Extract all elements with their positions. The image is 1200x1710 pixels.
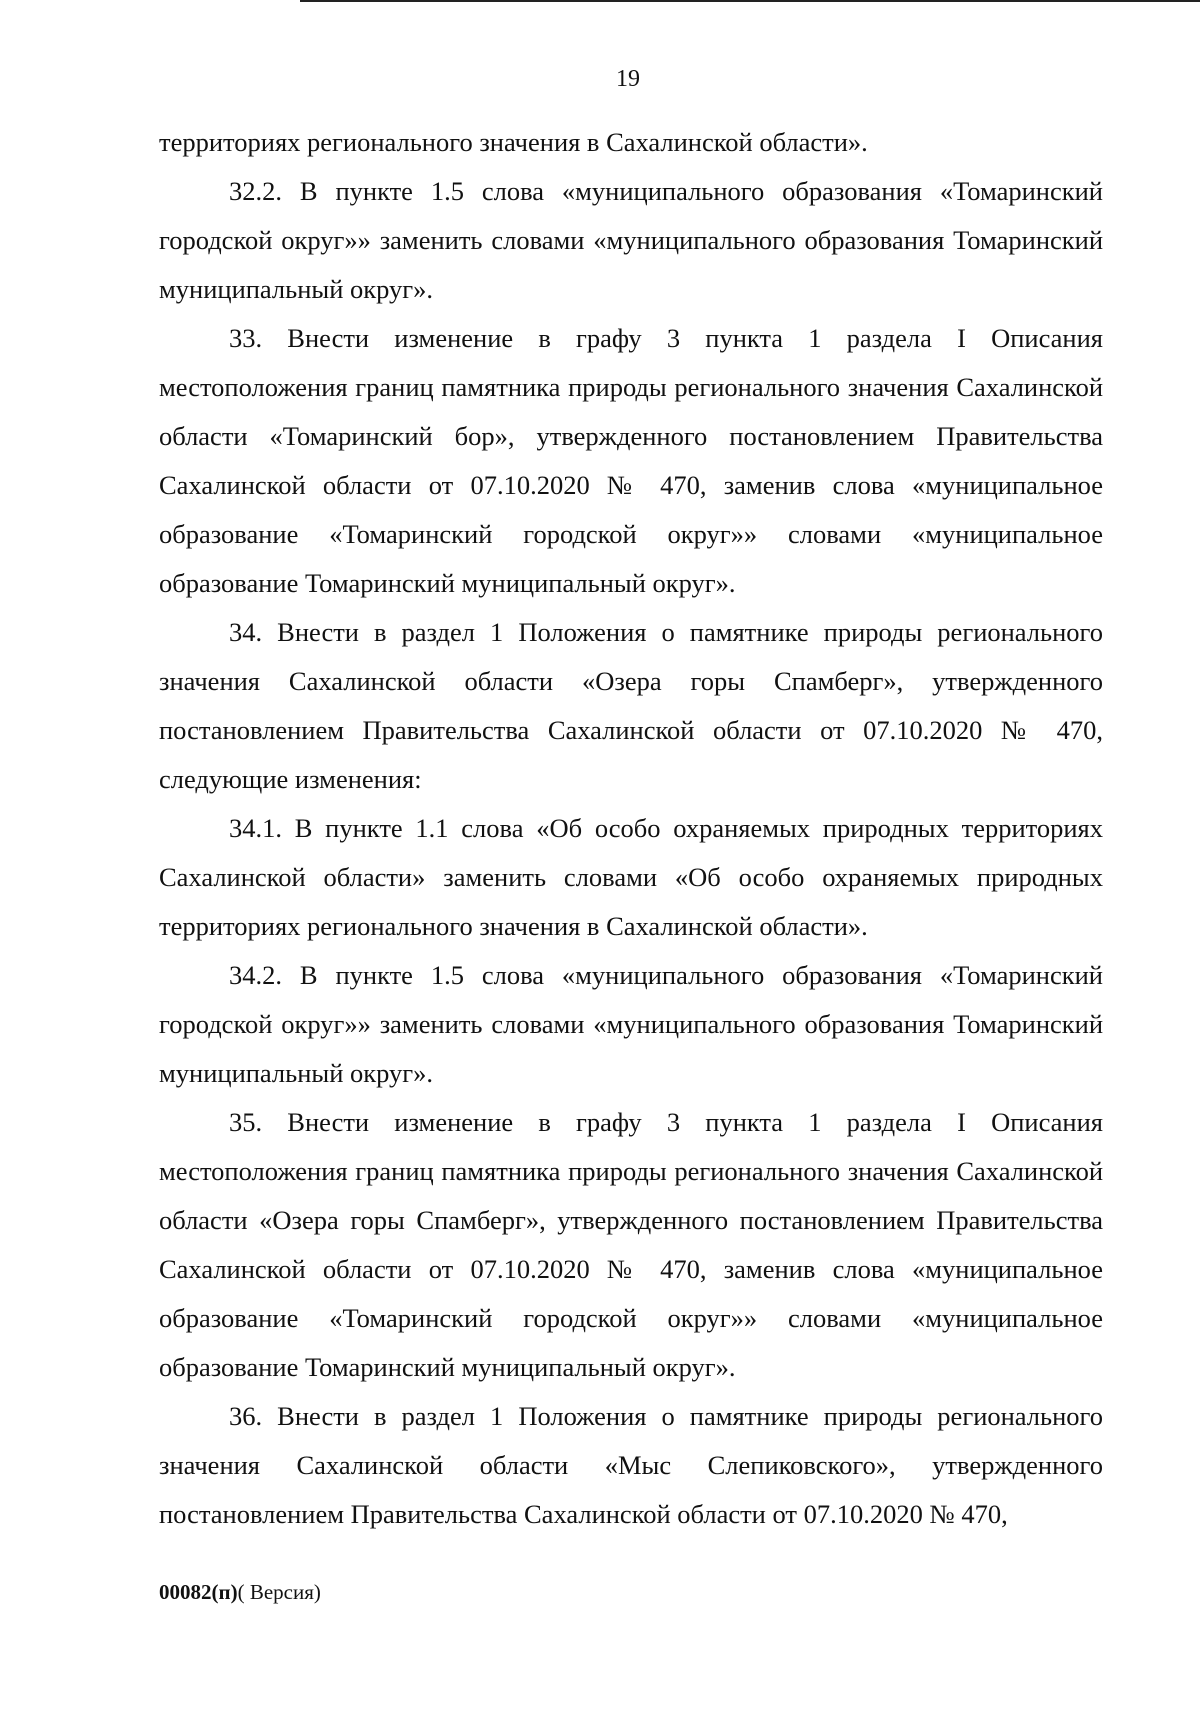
footer-version: ( Версия) xyxy=(237,1580,321,1604)
top-rule xyxy=(300,0,1200,2)
paragraph-continuation: территориях регионального значения в Сахалинской области». xyxy=(159,127,868,157)
paragraph-34-1: 34.1. В пункте 1.1 слова «Об особо охраняемых природных территориях Сахалинской области» заменить словами «Об особо охраняемых природных территориях регионального значения в Сахалинской области». xyxy=(159,813,1103,941)
page-number: 19 xyxy=(616,66,640,92)
footer-code: 00082(п) xyxy=(159,1580,238,1604)
footer-document-code xyxy=(159,1580,321,1605)
paragraph-36: 36. Внести в раздел 1 Положения о памятнике природы регионального значения Сахалинской области «Мыс Слепиковского», утвержденного постановлением Правительства Сахалинской области от 07.10.2020 № 470, xyxy=(159,1401,1103,1529)
paragraph-34-2: 34.2. В пункте 1.5 слова «муниципального образования «Томаринский городской округ»» заменить словами «муниципального образования Томаринский муниципальный округ». xyxy=(159,960,1103,1088)
paragraph-35: 35. Внести изменение в графу 3 пункта 1 раздела I Описания местоположения границ памятника природы регионального значения Сахалинской области «Озера горы Спамберг», утвержденного постановлением Правительства Сахалинской области от 07.10.2020 № 470, заменив слова «муниципальное образование «Томаринский городской округ»» словами «муниципальное образование Томаринский муниципальный округ». xyxy=(159,1107,1103,1382)
paragraph-32-2: 32.2. В пункте 1.5 слова «муниципального образования «Томаринский городской округ»» заменить словами «муниципального образования Томаринский муниципальный округ». xyxy=(159,176,1103,304)
document-body xyxy=(159,118,1103,1539)
paragraph-33: 33. Внести изменение в графу 3 пункта 1 раздела I Описания местоположения границ памятника природы регионального значения Сахалинской области «Томаринский бор», утвержденного постановлением Правительства Сахалинской области от 07.10.2020 № 470, заменив слова «муниципальное образование «Томаринский городской округ»» словами «муниципальное образование Томаринский муниципальный округ». xyxy=(159,323,1103,598)
paragraph-34: 34. Внести в раздел 1 Положения о памятнике природы регионального значения Сахалинской области «Озера горы Спамберг», утвержденного постановлением Правительства Сахалинской области от 07.10.2020 № 470, следующие изменения: xyxy=(159,617,1103,794)
